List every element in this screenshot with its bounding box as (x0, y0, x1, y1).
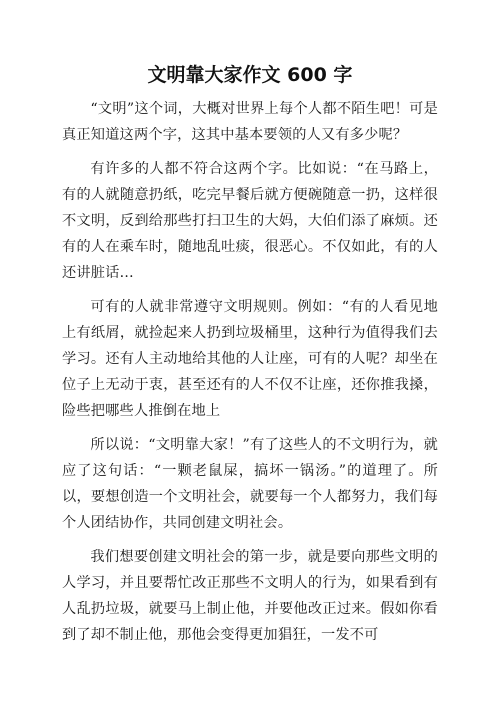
paragraph-2: 有许多的人都不符合这两个字。比如说：“在马路上，有的人就随意扔纸，吃完早餐后就方便碗随意一扔，这样很不文明，反到给那些打扫卫生的大妈，大伯们添了麻烦。还有的人在乘车时，随地乱吐痰，很恶心。不仅如此，有的人还讲脏话… (62, 161, 438, 281)
paragraph-1: “文明”这个词，大概对世界上每个人都不陌生吧！可是真正知道这两个字，这其中基本要领的人又有多少呢？ (62, 101, 438, 143)
document-title: 文明靠大家作文 600 字 (147, 64, 353, 86)
paragraph-4: 所以说：“文明靠大家！”有了这些人的不文明行为，就应了这句话：“一颗老鼠屎，搞坏一锅汤。”的道理了。所以，要想创造一个文明社会，就要每一个人都努力，我们每个人团结协作，共同创建文明社会。 (62, 437, 438, 531)
paragraph-3: 可有的人就非常遵守文明规则。例如：“有的人看见地上有纸屑，就捡起来人扔到垃圾桶里，这种行为值得我们去学习。还有人主动地给其他的人让座，可有的人呢？却坐在位子上无动于衷，甚至还有的人不仅不让座，还你推我搡，险些把哪些人推倒在地上 (62, 299, 438, 419)
document-body (62, 96, 438, 656)
paragraph-5: 我们想要创建文明社会的第一步，就是要向那些文明的人学习，并且要帮忙改正那些不文明人的行为，如果看到有人乱扔垃圾，就要马上制止他，并要他改正过来。假如你看到了却不制止他，那他会变得更加猖狂，一发不可 (62, 549, 438, 643)
